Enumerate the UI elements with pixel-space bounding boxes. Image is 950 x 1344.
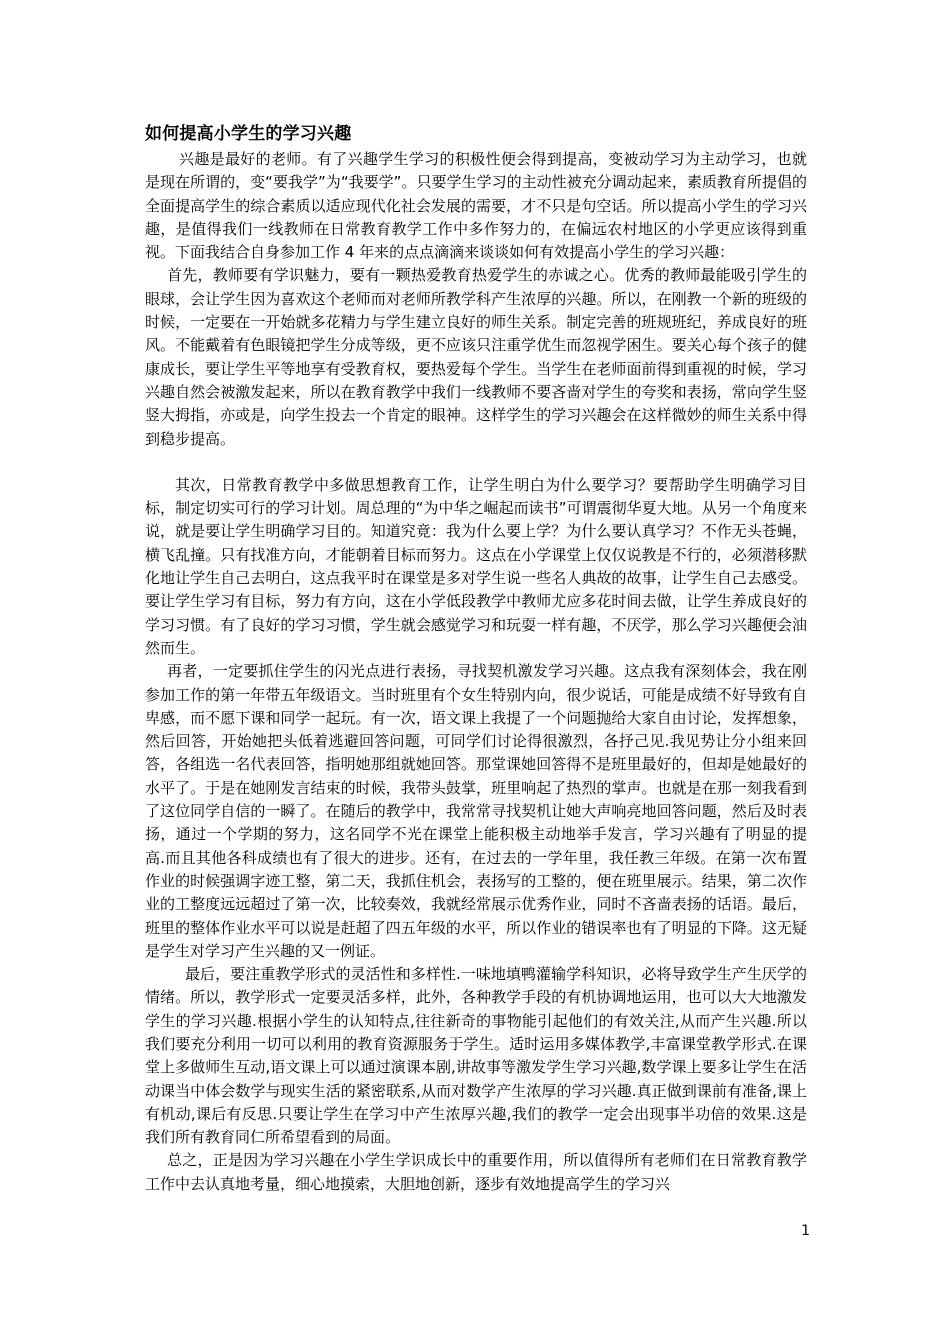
paragraph-intro: 兴趣是最好的老师。有了兴趣学生学习的积极性便会得到提高，变被动学习为主动学习，也就是现在所谓的，变“要我学”为“我要学”。只要学生学习的主动性被充分调动起来，素质教育所提倡的全面提高学生的综合素质以适应现代化社会发展的需要，才不只是句空话。所以提高小学生的学习兴趣，是值得我们一线教师在日常教育教学工作中多作努力的，在偏远农村地区的小学更应该得到重视。下面我结合自身参加工作 4 年来的点点滴滴来谈谈如何有效提高小学生的学习兴趣： (145, 150, 807, 262)
paragraph-second-point: 其次，日常教育教学中多做思想教育工作，让学生明白为什么要学习？要帮助学生明确学习目标，制定切实可行的学习计划。周总理的“为中华之崛起而读书”可谓震彻华夏大地。从另一个角度来说，就是要让学生明确学习目的。知道究竟：我为什么要上学？为什么要认真学习？不作无头苍蝇，横飞乱撞。只有找准方向，才能朝着目标而努力。这点在小学课堂上仅仅说教是不行的，必须潜移默化地让学生自己去明白，这点我平时在课堂是多对学生说一些名人典故的故事，让学生自己去感受。要让学生学习有目标，努力有方向，这在小学低段教学中教师尤应多花时间去做，让学生养成良好的学习习惯。有了良好的学习习惯，学生就会感觉学习和玩耍一样有趣，不厌学，那么学习兴趣便会油然而生。 (145, 475, 807, 657)
paragraph-first-point: 首先，教师要有学识魅力，要有一颗热爱教育热爱学生的赤诚之心。优秀的教师最能吸引学生的眼球，会让学生因为喜欢这个老师而对老师所教学科产生浓厚的兴趣。所以，在刚教一个新的班级的时候，一定要在一开始就多花精力与学生建立良好的师生关系。制定完善的班规班纪，养成良好的班风。不能戴着有色眼镜把学生分成等级，更不应该只注重学优生而忽视学困生。要关心每个孩子的健康成长，要让学生平等地享有受教育权，要热爱每个学生。当学生在老师面前得到重视的时候，学习兴趣自然会被激发起来，所以在教育教学中我们一线教师不要吝啬对学生的夸奖和表扬，常向学生竖竖大拇指，亦或是，向学生投去一个肯定的眼神。这样学生的学习兴趣会在这样微妙的师生关系中得到稳步提高。 (145, 266, 807, 448)
paragraph-conclusion: 总之，正是因为学习兴趣在小学生学识成长中的重要作用，所以值得所有老师们在日常教育教学工作中去认真地考量，细心地摸索，大胆地创新，逐步有效地提高学生的学习兴 (145, 1151, 807, 1193)
document-title: 如何提高小学生的学习兴趣 (145, 124, 352, 144)
document-body (145, 148, 807, 1196)
page-number: 1 (801, 1223, 810, 1239)
paragraph-fourth-point: 最后，要注重教学形式的灵活性和多样性.一味地填鸭灌输学科知识，必将导致学生产生厌学的情绪。所以，教学形式一定要灵活多样，此外，各种教学手段的有机协调地运用，也可以大大地激发学生的学习兴趣.根据小学生的认知特点,往往新奇的事物能引起他们的有效关注,从而产生兴趣.所以我们要充分利用一切可以利用的教育资源服务于学生。适时运用多媒体教学,丰富课堂教学形式.在课堂上多做师生互动,语文课上可以通过演课本剧,讲故事等激发学生学习兴趣,数学课上要多让学生在活动课当中体会数学与现实生活的紧密联系,从而对数学产生浓厚的学习兴趣.真正做到课前有准备,课上有机动,课后有反思.只要让学生在学习中产生浓厚兴趣,我们的教学一定会出现事半功倍的效果.这是我们所有教育同仁所希望看到的局面。 (145, 965, 807, 1147)
paragraph-third-point: 再者，一定要抓住学生的闪光点进行表扬，寻找契机激发学习兴趣。这点我有深刻体会，我在刚参加工作的第一年带五年级语文。当时班里有个女生特别内向，很少说话，可能是成绩不好导致有自卑感，而不愿下课和同学一起玩。有一次，语文课上我提了一个问题抛给大家自由讨论，发挥想象，然后回答，开始她把头低着逃避回答问题，可同学们讨论得很激烈，各抒己见.我见势让分小组来回答，各组选一名代表回答，指明她那组就她回答。那堂课她回答得不是班里最好的，但却是她最好的水平了。于是在她刚发言结束的时候，我带头鼓掌，班里响起了热烈的掌声。也就是在那一刻我看到了这位同学自信的一瞬了。在随后的教学中，我常常寻找契机让她大声响亮地回答问题，然后及时表扬，通过一个学期的努力，这名同学不光在课堂上能积极主动地举手发言，学习兴趣有了明显的提高.而且其他各科成绩也有了很大的进步。还有，在过去的一学年里，我任教三年级。在第一次布置作业的时候强调字迹工整，第二天，我抓住机会，表扬写的工整的，便在班里展示。结果，第二次作业的工整度远远超过了第一次，比较奏效，我就经常展示优秀作业，同时不吝啬表扬的话语。最后，班里的整体作业水平可以说是赶超了四五年级的水平，所以作业的错误率也有了明显的下降。这无疑是学生对学习产生兴趣的又一例证。 (145, 662, 807, 960)
